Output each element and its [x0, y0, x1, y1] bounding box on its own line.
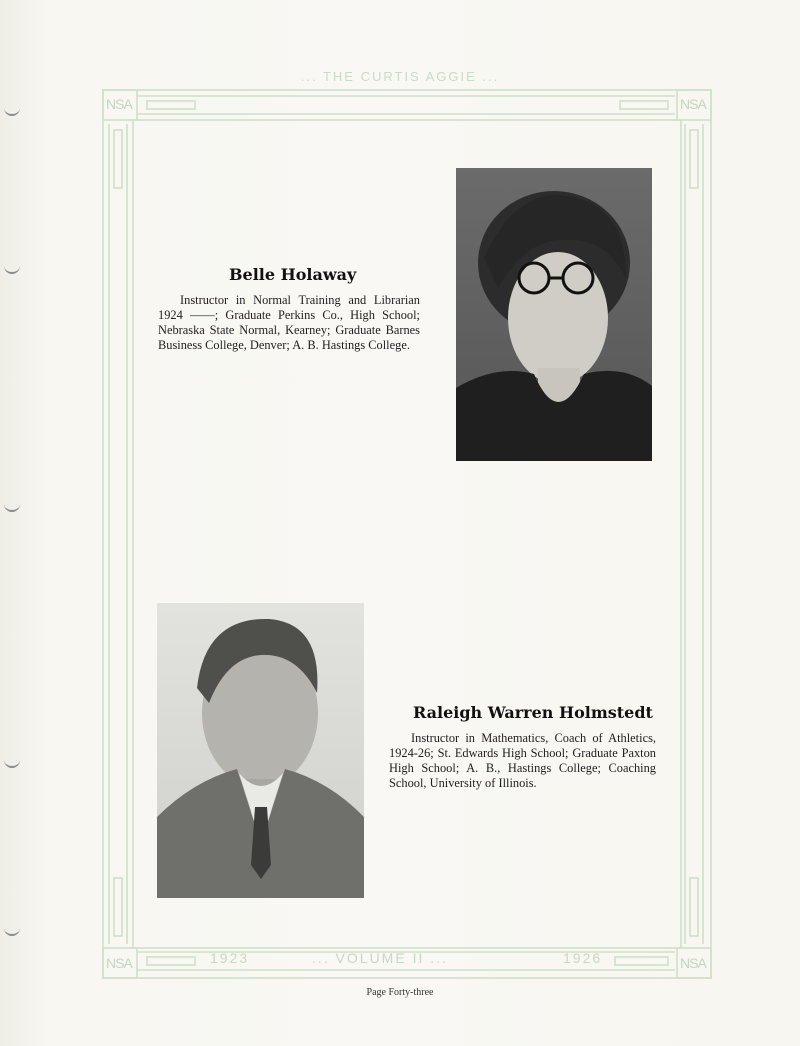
portrait-photo — [456, 168, 652, 461]
corner-monogram: NSA — [106, 955, 132, 971]
corner-monogram: NSA — [680, 96, 706, 112]
portrait-photo — [157, 603, 364, 898]
corner-monogram: NSA — [106, 96, 132, 112]
footer-volume: ... VOLUME II ... — [312, 950, 448, 966]
person-bio: Instructor in Normal Training and Librarian 1924 ——; Graduate Perkins Co., High School; Nebraska State Normal, Kearney; Graduate Barnes Business College, Denver; A. B. Hastings College. — [158, 293, 420, 352]
running-head: ... THE CURTIS AGGIE ... — [300, 69, 500, 84]
corner-monogram: NSA — [680, 955, 706, 971]
portrait-woman-image — [456, 168, 652, 461]
page-number: Page Forty-three — [366, 987, 434, 998]
footer-year-end: 1926 — [563, 950, 603, 966]
person-name: Raleigh Warren Holmstedt — [413, 703, 653, 722]
footer-year-start: 1923 — [210, 950, 250, 966]
portrait-man-image — [157, 603, 364, 898]
person-name: Belle Holaway — [229, 265, 357, 284]
person-bio: Instructor in Mathematics, Coach of Athletics, 1924-26; St. Edwards High School; Graduate Paxton High School; A. B., Hastings College; Coaching School, University of Illinois. — [389, 731, 656, 790]
